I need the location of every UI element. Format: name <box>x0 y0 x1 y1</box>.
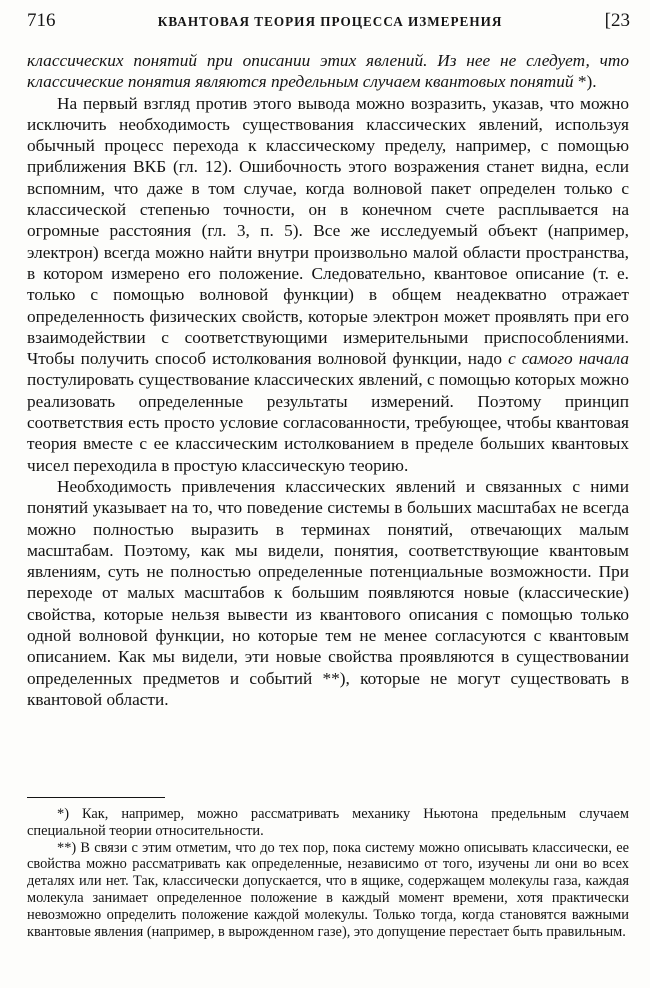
page-number: 716 <box>27 10 56 31</box>
footnotes <box>27 806 629 940</box>
footnote: **) В связи с этим отметим, что до тех пор, пока систему можно описывать классически, ее свойства можно рассматривать как определенные, независимо от того, изучены ли они во всех деталях или нет. Так, классически допускается, что в ящике, содержащем молекулы газа, каждая молекула занимает определенное положение в каждый момент времени, хотя практически невозможно определить положение каждой молекулы. Только тогда, когда становятся важными квантовые явления (например, в вырожденном газе), это допущение перестает быть правильным. <box>27 839 629 940</box>
emphasized-text: с самого начала <box>508 349 629 369</box>
main-text <box>27 50 629 710</box>
emphasized-text: классических понятий при описании этих явлений. Из нее не следует, что классические понятия являются предельным случаем квантовых понятий <box>27 51 629 92</box>
paragraph-text: На первый взгляд против этого вывода можно возразить, указав, что можно исключить необходимость существования классических явлений, используя обычный процесс перехода к классическому пределу, например, с помощью приближения ВКБ (гл. 12). Ошибочность этого возражения станет видна, если вспомним, что даже в том случае, когда волновой пакет определен только с классической степенью точности, он в конечном счете расплывается на огромные расстояния (гл. 3, п. 5). Все же исследуемый объект (например, электрон) всегда можно найти внутри произвольно малой области пространства, в котором измерено его положение. Следовательно, квантовое описание (т. е. только с помощью волновой функции) в общем неадекватно отражает определенность физических свойств, которые электрон может проявлять при его взаимодействии с соответствующими измерительными приспособлениями. Чтобы получить способ истолкования волновой функции, надо <box>27 93 629 369</box>
paragraph <box>27 476 629 710</box>
footnote-divider <box>27 797 165 798</box>
paragraph-text: Необходимость привлечения классических явлений и связанных с ними понятий указывает на то, что поведение системы в больших масштабах не всегда можно полностью выразить в терминах понятий, отвечающих малым масштабам. Поэтому, как мы видели, понятия, соответствующие квантовым явлениям, суть не полностью определенные потенциальные возможности. При переходе от малых масштабов к большим появляются новые (классические) свойства, которые нельзя вывести из квантового описания с помощью только одной волновой функции, но которые тем не менее согласуются с квантовым описанием. Как мы видели, эти новые свойства проявляются в существовании определенных предметов и событий **), которые не могут существовать в квантовой области. <box>27 476 629 709</box>
paragraph <box>27 50 629 93</box>
running-title: КВАНТОВАЯ ТЕОРИЯ ПРОЦЕССА ИЗМЕРЕНИЯ <box>157 14 503 29</box>
paragraph-text: *). <box>573 72 597 92</box>
paragraph-text: постулировать существование классических явлений, с помощью которых можно реализовать определенные результаты измерений. Поэтому принцип соответствия есть просто условие согласованности, требующее, чтобы квантовая теория вместе с ее классическим истолкованием в пределе больших квантовых чисел переходила в простую классическую теорию. <box>27 370 629 475</box>
paragraph <box>27 93 629 476</box>
footnote: *) Как, например, можно рассматривать механику Ньютона предельным случаем специальной теории относительности. <box>27 806 629 839</box>
running-header <box>27 10 630 38</box>
section-number: [23 <box>604 10 630 31</box>
